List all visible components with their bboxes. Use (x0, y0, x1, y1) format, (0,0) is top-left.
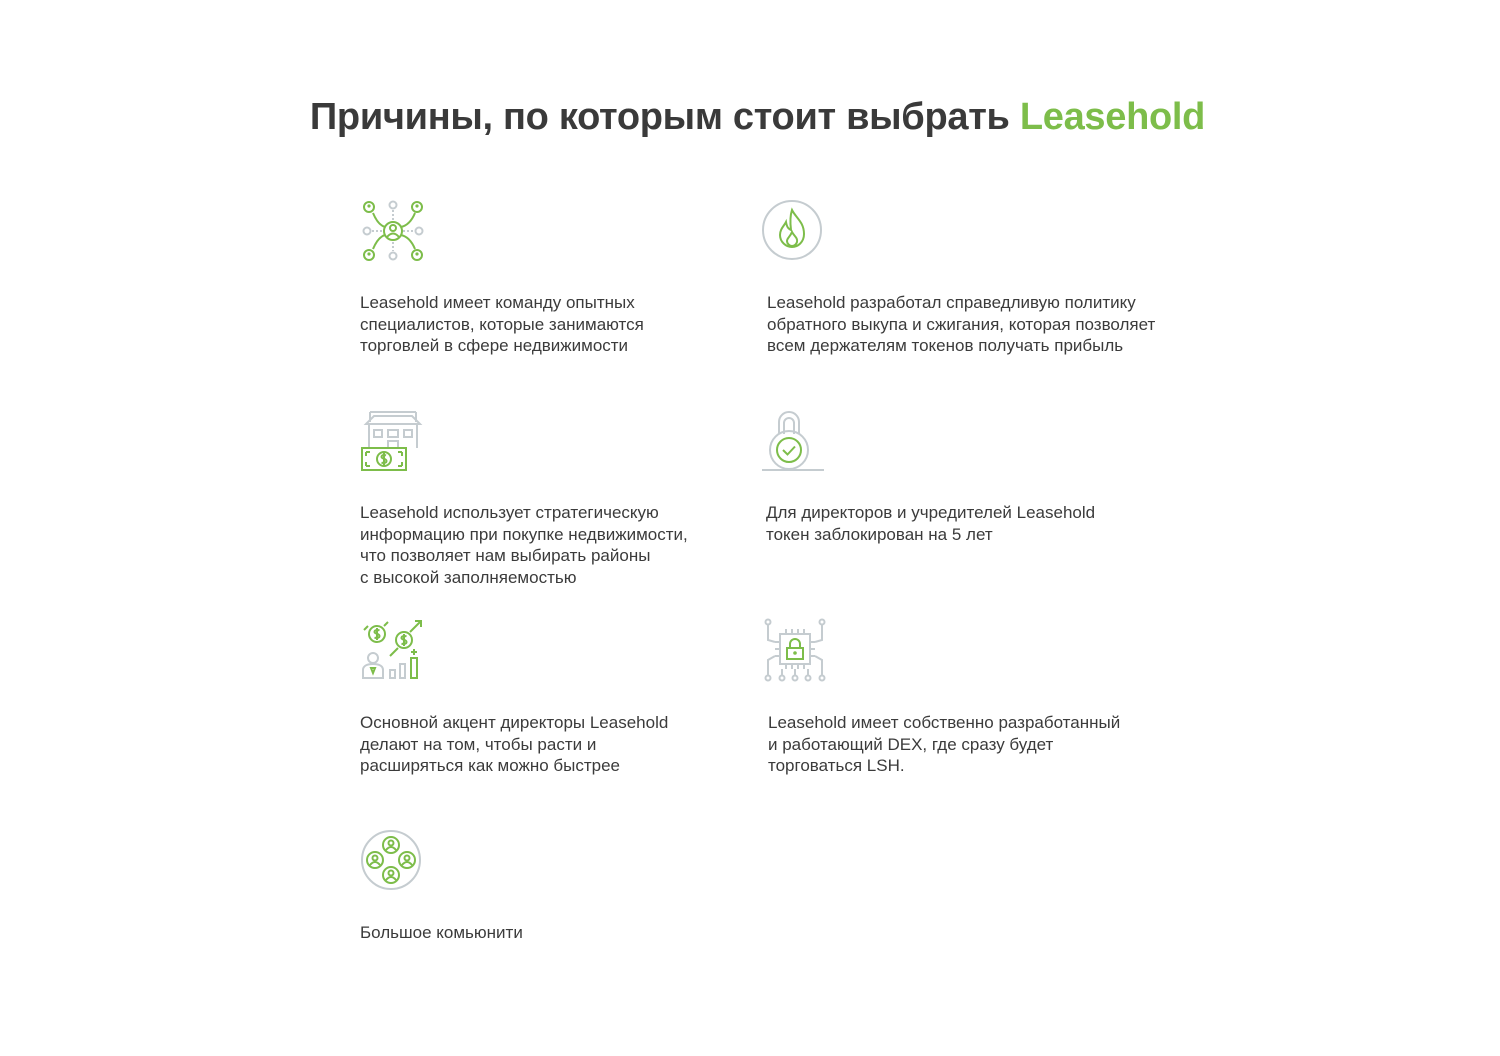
padlock-check-icon (762, 408, 828, 474)
page-title-main: Причины, по которым стоит выбрать (309, 96, 1010, 138)
page-title-accent: Leasehold (1019, 96, 1206, 138)
community-icon (360, 828, 426, 894)
feature-dex (768, 618, 1188, 777)
house-money-icon (360, 408, 426, 474)
feature-text: Leasehold разработал справедливую политику обратного выкупа и сжигания, которая позволяет всем держателям токенов получать прибыль (767, 293, 1156, 355)
feature-text: Большое комьюнити (360, 923, 523, 942)
feature-text: Leasehold имеет собственно разработанный и работающий DEX, где сразу будет торговаться LSH. (768, 713, 1121, 775)
feature-community (360, 828, 780, 944)
feature-strategic-info (360, 408, 780, 588)
fire-icon (762, 198, 828, 264)
feature-text: Основной акцент директоры Leasehold делают на том, чтобы расти и расширяться как можно быстрее (360, 713, 669, 775)
feature-text: Leasehold имеет команду опытных специалистов, которые занимаются торговлей в сфере недвижимости (360, 293, 644, 355)
feature-text: Leasehold использует стратегическую информацию при покупке недвижимости, что позволяет нам выбирать районы с высокой заполняемостью (360, 503, 688, 587)
feature-growth (360, 618, 780, 777)
feature-token-lock (766, 408, 1186, 545)
page-title (0, 96, 1500, 139)
team-network-icon (360, 198, 426, 264)
feature-burn (767, 198, 1187, 357)
growth-investor-icon (360, 618, 426, 684)
feature-text: Для директоров и учредителей Leasehold токен заблокирован на 5 лет (766, 503, 1096, 544)
feature-team (360, 198, 780, 357)
chip-lock-icon (764, 618, 830, 684)
